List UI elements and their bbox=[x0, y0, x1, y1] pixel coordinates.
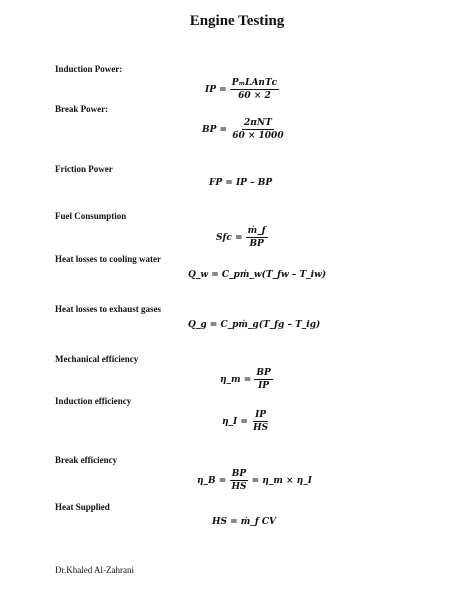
mechanical-efficiency-equation bbox=[220, 368, 273, 391]
mechanical-efficiency-label: Mechanical efficiency bbox=[55, 354, 139, 364]
induction-power-lhs: IP = bbox=[205, 85, 227, 95]
break-power-equation bbox=[202, 118, 286, 141]
heat-losses-exhaust-gases-equation: Q_g = C_pṁ_g(T_fg – T_ig) bbox=[188, 320, 321, 330]
page-title: Engine Testing bbox=[189, 13, 285, 29]
fuel-consumption-label: Fuel Consumption bbox=[55, 211, 127, 221]
friction-power-label: Friction Power bbox=[55, 164, 113, 174]
friction-power-equation: FP = IP – BP bbox=[209, 178, 273, 188]
break-efficiency-rhs: = η_m × η_I bbox=[251, 476, 312, 486]
mechanical-efficiency-lhs: η_m = bbox=[220, 375, 252, 385]
break-power-label: Break Power: bbox=[55, 104, 109, 114]
fuel-consumption-equation bbox=[216, 226, 268, 249]
break-efficiency-label: Break efficiency bbox=[55, 455, 118, 465]
induction-efficiency-fraction bbox=[251, 410, 270, 433]
break-power-denominator: 60 × 1000 bbox=[232, 131, 284, 141]
induction-power-fraction bbox=[230, 78, 279, 101]
induction-efficiency-label: Induction efficiency bbox=[55, 396, 132, 406]
heat-losses-cooling-water-label: Heat losses to cooling water bbox=[55, 254, 161, 264]
break-efficiency-lhs: η_B = bbox=[197, 476, 227, 486]
induction-power-denominator: 60 × 2 bbox=[238, 91, 271, 101]
fuel-consumption-fraction bbox=[246, 226, 268, 249]
induction-efficiency-denominator: HS bbox=[253, 423, 269, 433]
author-footer: Dr.Khaled Al-Zahrani bbox=[55, 565, 134, 575]
heat-losses-exhaust-gases-label: Heat losses to exhaust gases bbox=[55, 304, 161, 314]
break-efficiency-equation bbox=[197, 469, 312, 492]
fuel-consumption-numerator: ṁ_f bbox=[247, 226, 266, 236]
break-efficiency-numerator: BP bbox=[231, 469, 247, 479]
induction-power-numerator: PₘLAnTᴄ bbox=[231, 78, 278, 88]
mechanical-efficiency-denominator: IP bbox=[258, 381, 270, 391]
induction-efficiency-numerator: IP bbox=[255, 410, 267, 420]
induction-power-equation bbox=[205, 78, 279, 101]
fuel-consumption-denominator: BP bbox=[249, 239, 264, 249]
break-power-lhs: BP = bbox=[202, 125, 228, 135]
break-efficiency-denominator: HS bbox=[231, 482, 247, 492]
induction-efficiency-equation bbox=[222, 410, 270, 433]
mechanical-efficiency-numerator: BP bbox=[256, 368, 271, 378]
induction-power-label: Induction Power: bbox=[55, 64, 123, 74]
induction-efficiency-lhs: η_I = bbox=[222, 417, 248, 427]
fuel-consumption-lhs: Sfc = bbox=[216, 233, 243, 243]
heat-supplied-equation: HS = ṁ_f CV bbox=[212, 517, 276, 527]
heat-losses-cooling-water-equation: Q_w = C_pṁ_w(T_fw – T_iw) bbox=[188, 270, 327, 280]
break-power-fraction bbox=[230, 118, 285, 141]
heat-supplied-label: Heat Supplied bbox=[55, 502, 110, 512]
break-power-numerator: 2πNT bbox=[244, 118, 272, 128]
mechanical-efficiency-fraction bbox=[254, 368, 272, 391]
break-efficiency-fraction bbox=[229, 469, 248, 492]
